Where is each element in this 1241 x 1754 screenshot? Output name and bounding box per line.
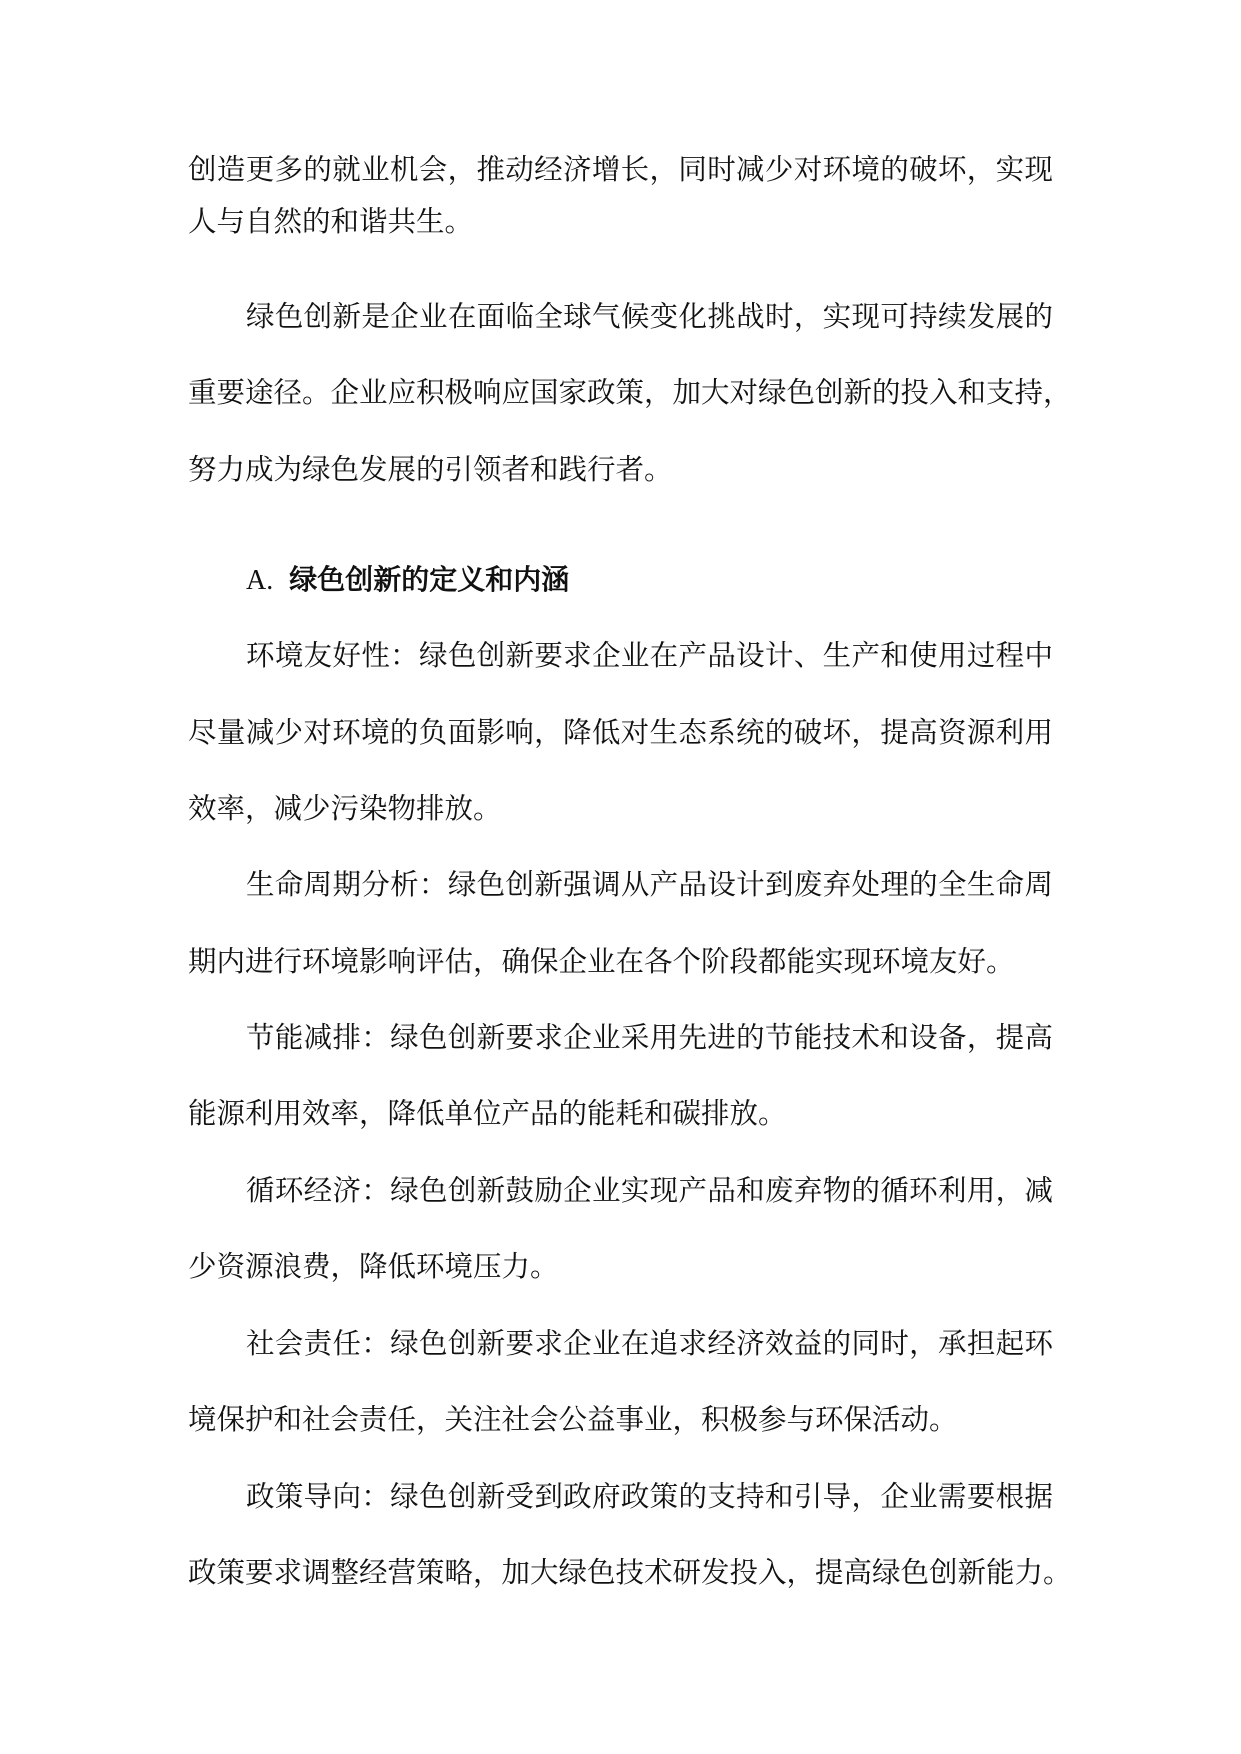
section-title: 绿色创新的定义和内涵 (289, 563, 570, 596)
paragraph-line: 创造更多的就业机会，推动经济增长，同时减少对环境的破坏，实现 (188, 153, 1053, 186)
paragraph-line: 环境友好性：绿色创新要求企业在产品设计、生产和使用过程中 (246, 639, 1053, 672)
paragraph-line: 政策导向：绿色创新受到政府政策的支持和引导，企业需要根据 (246, 1480, 1053, 1513)
paragraph-line: 尽量减少对环境的负面影响，降低对生态系统的破坏，提高资源利用 (188, 716, 1053, 749)
paragraph-line: 政策要求调整经营策略，加大绿色技术研发投入，提高绿色创新能力。 (188, 1556, 1072, 1589)
paragraph-line: 社会责任：绿色创新要求企业在追求经济效益的同时，承担起环 (246, 1327, 1053, 1360)
paragraph-line: 重要途径。企业应积极响应国家政策，加大对绿色创新的投入和支持， (188, 376, 1072, 409)
paragraph-line: 能源利用效率，降低单位产品的能耗和碳排放。 (188, 1097, 787, 1130)
paragraph-line: 效率，减少污染物排放。 (188, 792, 502, 825)
section-marker: A. (246, 565, 274, 596)
paragraph-line: 期内进行环境影响评估，确保企业在各个阶段都能实现环境友好。 (188, 945, 1015, 978)
paragraph-line: 循环经济：绿色创新鼓励企业实现产品和废弃物的循环利用，减 (246, 1174, 1053, 1207)
paragraph-line: 生命周期分析：绿色创新强调从产品设计到废弃处理的全生命周 (246, 868, 1053, 901)
paragraph-line: 人与自然的和谐共生。 (188, 205, 474, 238)
paragraph-line: 努力成为绿色发展的引领者和践行者。 (188, 453, 673, 486)
paragraph-line: 绿色创新是企业在面临全球气候变化挑战时，实现可持续发展的 (246, 300, 1053, 333)
paragraph-line: 少资源浪费，降低环境压力。 (188, 1250, 559, 1283)
paragraph-line: 境保护和社会责任，关注社会公益事业，积极参与环保活动。 (188, 1403, 958, 1436)
paragraph-line: 节能减排：绿色创新要求企业采用先进的节能技术和设备，提高 (246, 1021, 1053, 1054)
section-heading (246, 556, 946, 604)
